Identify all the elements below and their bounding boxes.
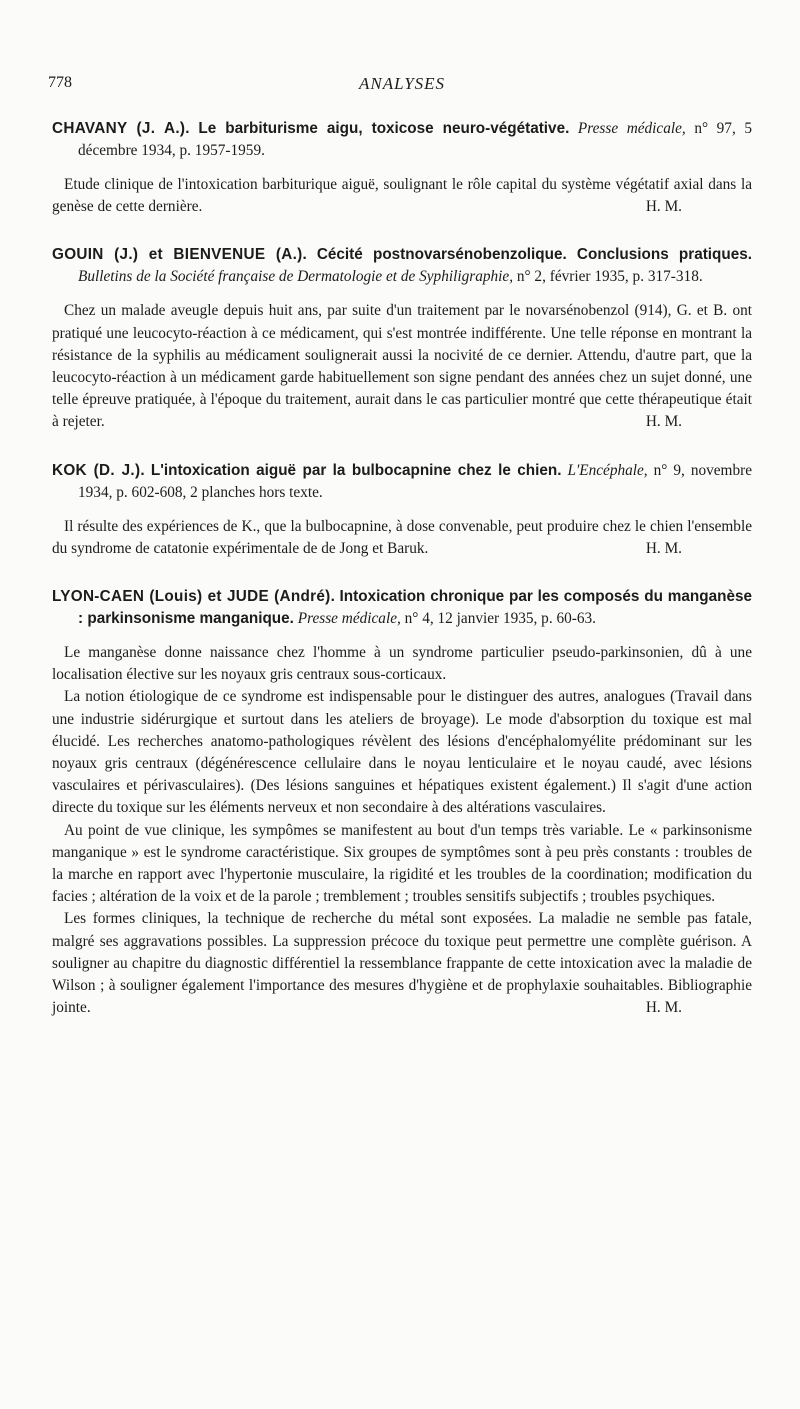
citation-author: CHAVANY (J. A.). [52,120,190,137]
page-header [48,74,752,104]
abstract-paragraph: Il résulte des expériences de K., que la bulbocapnine, à dose convenable, peut produire chez le chien l'ensemble du syndrome de catatonie expérimentale de de Jong et Baruk. H. M. [52,516,752,560]
citation-author: GOUIN (J.) et BIENVENUE (A.). [52,246,308,264]
citation-title: L'intoxication aiguë par la bulbocapnine chez le chien. [150,461,562,479]
abstract-paragraph: La notion étiologique de ce syndrome est indispensable pour le distinguer des autres, analogues (Travail dans une industrie sidérurgique et surtout dans les ateliers de broyage). Le mode d'absorption du toxique est mal élucidé. Les recherches anatomo-pathologiques révèlent des lésions d'encéphalomyélite prédominant sur les noyaux gris centraux (dégénérescence cellulaire dans le noyau lenticulaire et le noyau caudé, avec lésions vasculaires et périvasculaires). (Des lésions sanguines et hépatiques existent également.) Il s'agit d'une action directe du toxique sur les éléments nerveux et non secondaire à des altérations vasculaires. [52,688,752,817]
page-number: 778 [48,74,72,91]
abstract-body [52,300,752,433]
citation-title: Intoxication chronique par les composés du manganèse : parkinsonisme manganique. [78,588,752,628]
abstract-entry [52,586,752,1019]
citation-details: n° 2, février 1935, p. 317-318. [516,268,703,286]
citation-journal: Bulletins de la Société française de Dermatologie et de Syphiligraphie, [78,268,514,286]
abstract-entry [52,460,752,560]
citation-author: KOK (D. J.). [52,461,145,479]
citation-journal: Presse médicale, [297,610,401,628]
citation-journal: L'Encéphale, [567,461,648,479]
abstract-body [52,174,752,218]
abstract-paragraph: Les formes cliniques, la technique de recherche du métal sont exposées. La maladie ne semble pas fatale, malgré ses aggravations possibles. La suppression précoce du toxique peut permettre une complète guérison. A souligner au chapitre du diagnostic différentiel la ressemblance frappante de cette intoxication avec la maladie de Wilson ; à souligner également l'importance des mesures d'hygiène et de prophylaxie souhaitables. Bibliographie jointe. H. M. [52,908,752,1019]
abstract-entry [52,244,752,433]
abstract-paragraph: Le manganèse donne naissance chez l'homme à un syndrome particulier pseudo-parkinsonien, dû à une localisation élective sur les noyaux gris centraux sous-corticaux. [52,644,752,684]
abstract-entry [52,118,752,218]
citation-details: n° 9, novembre 1934, p. 602-608, 2 planches hors texte. [78,461,752,501]
reviewer-signature: H. M. [645,539,682,557]
citation-details: n° 97, 5 décembre 1934, p. 1957-1959. [78,120,752,159]
abstract-paragraph: Etude clinique de l'intoxication barbiturique aiguë, soulignant le rôle capital du système végétatif axial dans la genèse de cette dernière. H. M. [52,174,752,218]
reviewer-signature: H. M. [645,413,682,431]
citation [52,118,752,162]
reviewer-signature: H. M. [645,999,682,1017]
citation-title: Cécité postnovarsénobenzolique. Conclusions pratiques. [316,246,753,264]
reviewer-signature: H. M. [645,198,682,216]
citation [52,460,752,504]
citation-title: Le barbiturisme aigu, toxicose neuro-végétative. [198,120,570,137]
citation-journal: Presse médicale, [577,120,686,137]
abstract-body [52,516,752,560]
citation [52,244,752,288]
abstract-paragraph: Au point de vue clinique, les sympômes se manifestent au bout d'un temps très variable. Le « parkinsonisme manganique » est le syndrome caractéristique. Six groupes de symptômes sont à peu près constants : troubles de la marche en rapport avec l'hypertonie musculaire, la rigidité et les troubles de la coordination; modification du facies ; altération de la voix et de la parole ; tremblement ; troubles sensitifs subjectifs ; troubles psychiques. [52,821,752,906]
abstract-body [52,642,752,1019]
citation-author: LYON-CAEN (Louis) et JUDE (André). [52,588,336,606]
citation-details: n° 4, 12 janvier 1935, p. 60-63. [404,610,596,628]
citation [52,586,752,630]
journal-page [48,74,753,1019]
abstract-paragraph: Chez un malade aveugle depuis huit ans, par suite d'un traitement par le novarsénobenzol (914), G. et B. ont pratiqué une leucocyto-réaction à ce médicament, qui s'est montrée indifférente. Une telle réponse en montrant la résistance de la syphilis au médicament soulignerait aussi la nocivité de ce dernier. Attendu, d'autre part, que la leucocyto-réaction à un médicament garde habituellement son signe pendant des années chez un sujet donné, une telle épreuve pratiquée, à l'époque du traitement, aurait dans le cas particulier montré que cette thérapeutique était à rejeter. H. M. [52,300,752,433]
running-title: ANALYSES [358,74,446,93]
